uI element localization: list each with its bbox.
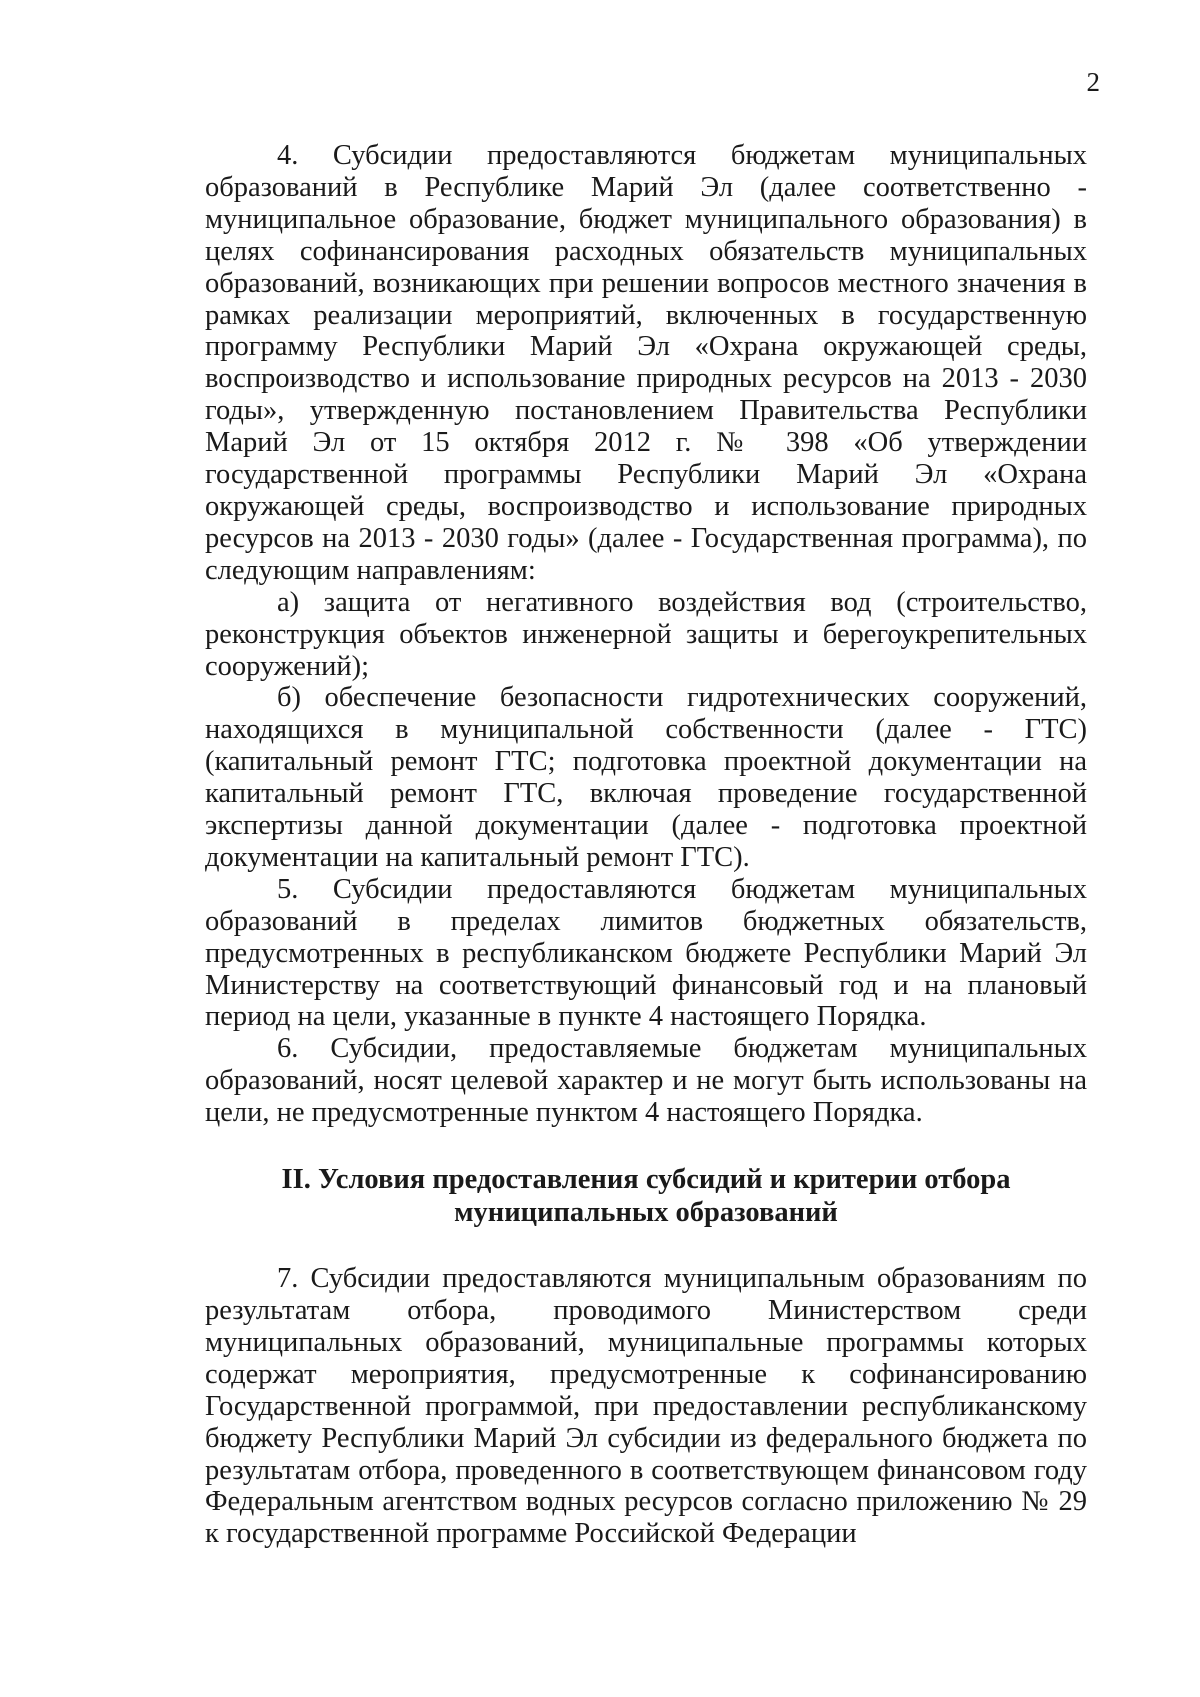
section-heading-line-2: муниципальных образований [454,1197,838,1229]
paragraph-item-4a: а) защита от негативного воздействия вод (строительство, реконструкция объектов инженерной защиты и берегоукрепительных сооружений); [205,586,1087,682]
document-body [205,140,1087,1550]
paragraph-item-4b: б) обеспечение безопасности гидротехнических сооружений, находящихся в муниципальной собственности (далее - ГТС) (капитальный ремонт ГТС; подготовка проектной документации на капитальный ремонт ГТС, включая проведение государственной экспертизы данной документации (далее - подготовка проектной документации на капитальный ремонт ГТС). [205,682,1087,873]
paragraph-item-4: 4. Субсидии предоставляются бюджетам муниципальных образований в Республике Марий Эл (далее соответственно - муниципальное образование, бюджет муниципального образования) в целях софинансирования расходных обязательств муниципальных образований, возникающих при решении вопросов местного значения в рамках реализации мероприятий, включенных в государственную программу Республики Марий Эл «Охрана окружающей среды, воспроизводство и использование природных ресурсов на 2013 - 2030 годы», утвержденную постановлением Правительства Республики Марий Эл от 15 октября 2012 г. № 398 «Об утверждении государственной программы Республики Марий Эл «Охрана окружающей среды, воспроизводство и использование природных ресурсов на 2013 - 2030 годы» (далее - Государственная программа), по следующим направлениям: [205,140,1087,586]
paragraph-item-5: 5. Субсидии предоставляются бюджетам муниципальных образований в пределах лимитов бюджетных обязательств, предусмотренных в республиканском бюджете Республики Марий Эл Министерству на соответствующий финансовый год и на плановый период на цели, указанные в пункте 4 настоящего Порядка. [205,873,1087,1033]
paragraph-item-6: 6. Субсидии, предоставляемые бюджетам муниципальных образований, носят целевой характер и не могут быть использованы на цели, не предусмотренные пунктом 4 настоящего Порядка. [205,1033,1087,1129]
page-number: 2 [1086,67,1100,97]
paragraph-item-7: 7. Субсидии предоставляются муниципальным образованиям по результатам отбора, проводимого Министерством среди муниципальных образований, муниципальные программы которых содержат мероприятия, предусмотренные к софинансированию Государственной программой, при предоставлении республиканскому бюджету Республики Марий Эл субсидии из федерального бюджета по результатам отбора, проведенного в соответствующем финансовом году Федеральным агентством водных ресурсов согласно приложению № 29 к государственной программе Российской Федерации [205,1263,1087,1550]
section-heading [205,1163,1087,1229]
section-heading-line-1: II. Условия предоставления субсидий и критерии отбора [281,1164,1011,1196]
